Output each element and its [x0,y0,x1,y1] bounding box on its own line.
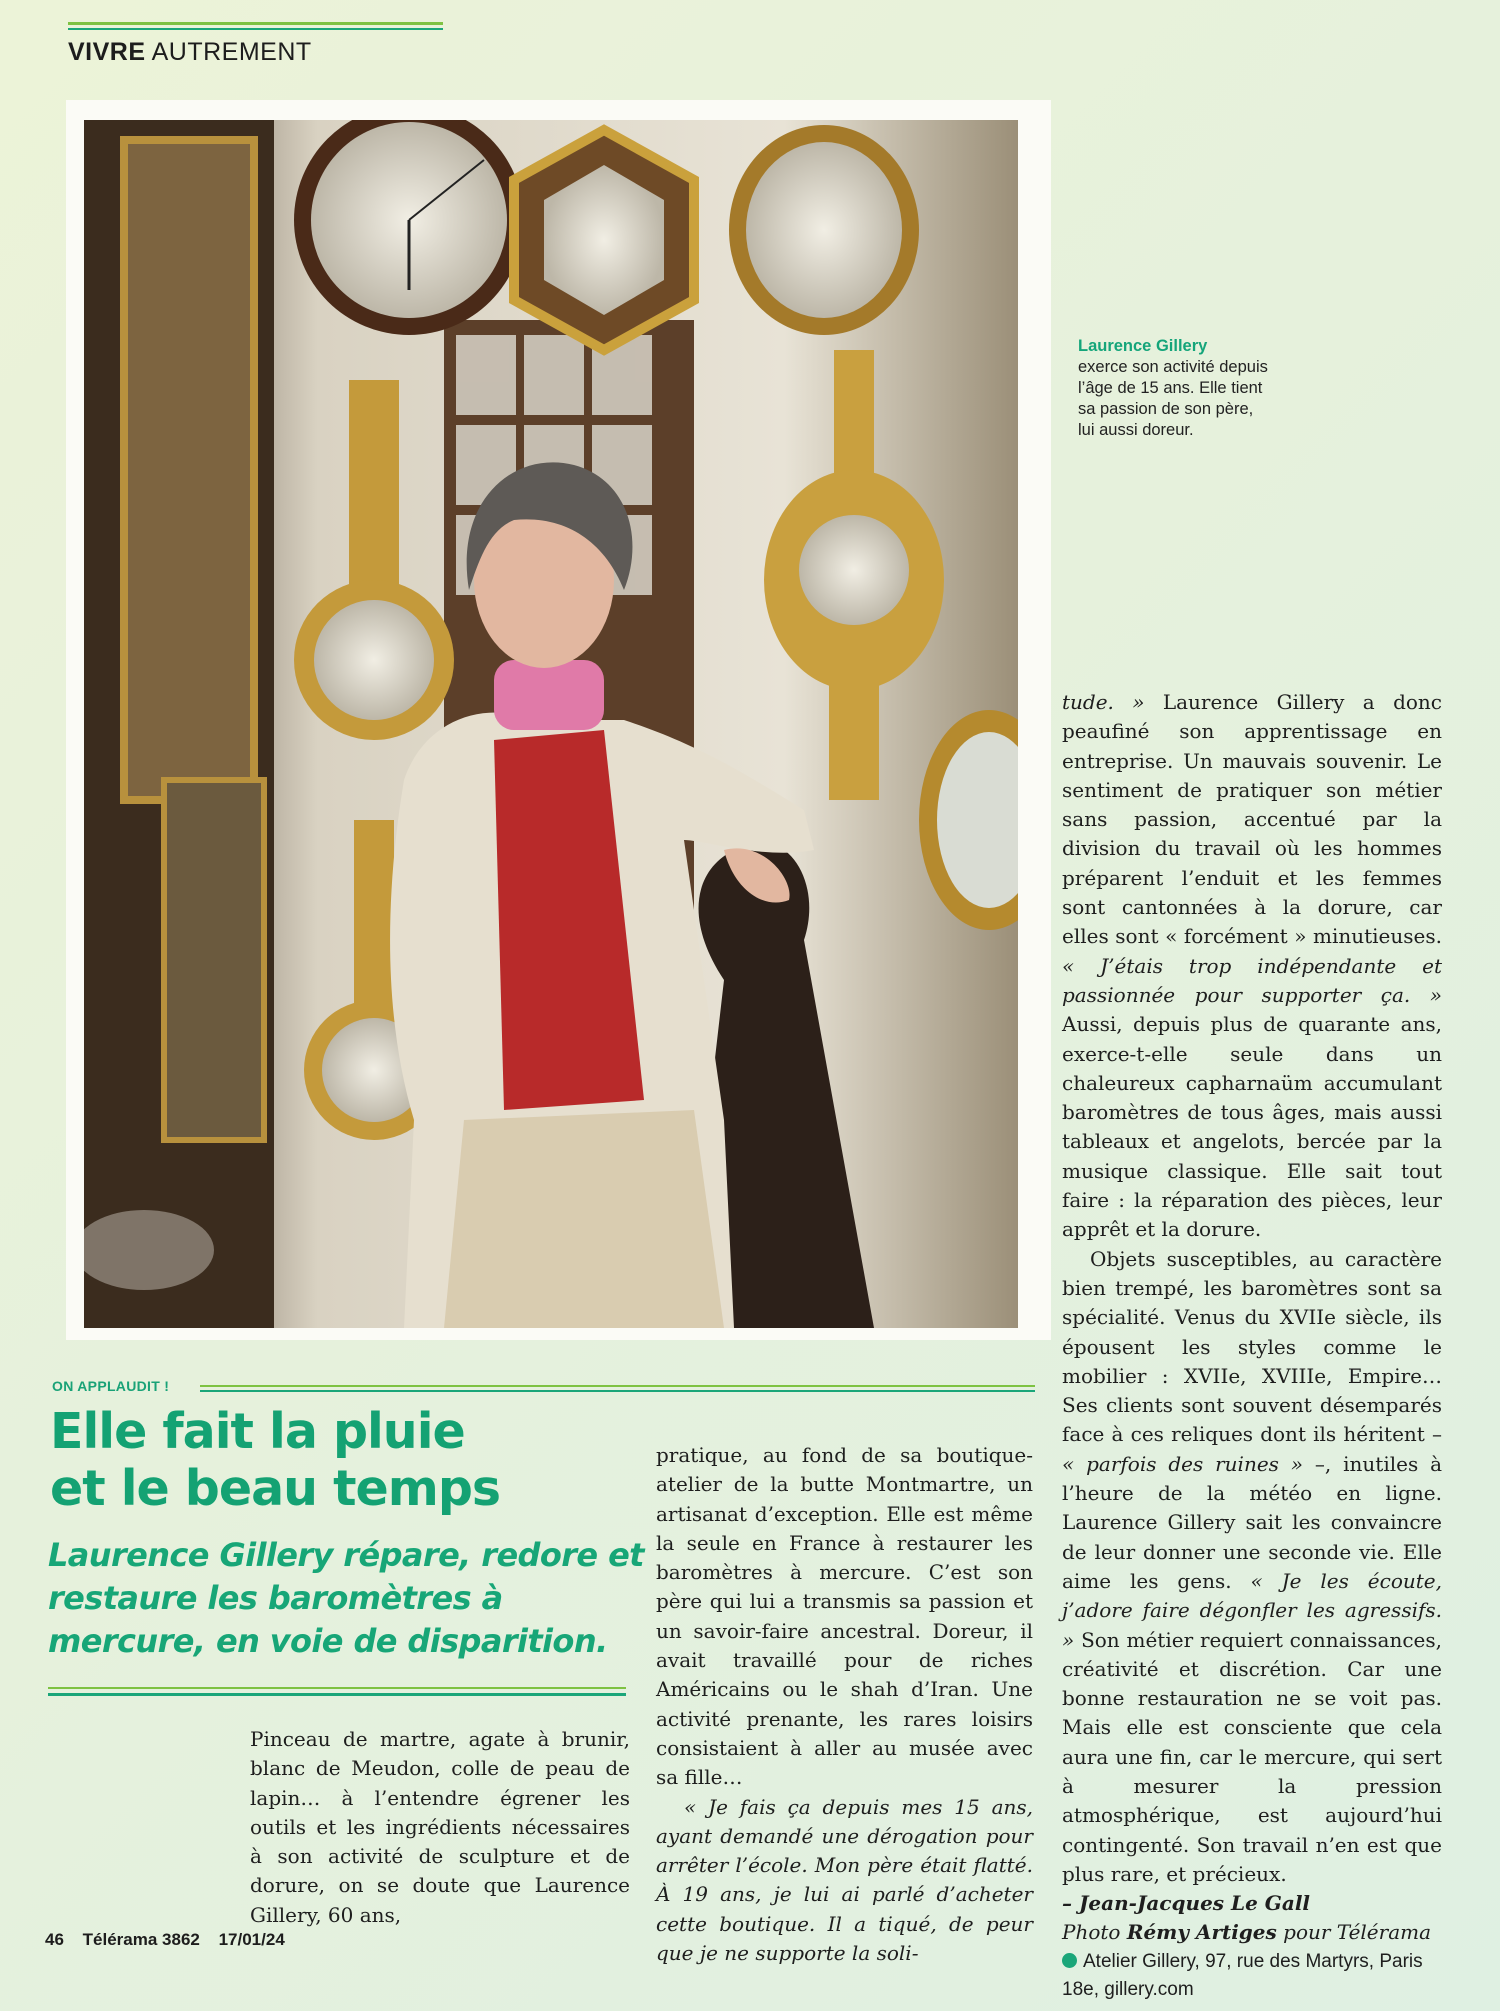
headline [50,1403,650,1517]
col3-quote-2: « J’étais trop indépendante et passionnée pour supporter ça. » [1062,953,1442,1007]
deck: Laurence Gillery répare, redore et restaure les baromètres à mercure, en voie de disparition. [48,1536,644,1660]
barometer-workshop-illustration [84,120,1018,1328]
col3-text-b: Aussi, depuis plus de quarante ans, exerce-t-elle seule dans un chaleureux capharnaüm accumulant baromètres de tous âges, mais aussi tableaux et angelots, bercée par la musique classique. Elle sait tout faire : la réparation des pièces, leur apprêt et la dorure. [1062,1012,1442,1242]
top-rule [68,22,443,25]
col2-quote: « Je fais ça depuis mes 15 ans, ayant demandé une dérogation pour arrêter l’école. Mon père était flatté. À 19 ans, je lui ai parlé d’acheter cette boutique. Il a tiqué, de peur que je ne supporte la soli- [656,1794,1033,1966]
col3-paragraph-1 [1062,688,1442,1245]
col3-paragraph-2 [1062,1245,1442,1890]
deck-rule [48,1687,626,1689]
byline-photographer: Rémy Artiges [1126,1920,1277,1945]
top-rule-2 [68,28,443,30]
col3-quote-end: tude. » [1062,690,1145,714]
col3-p2-quote-2: « Je les écoute, j’adore faire dégonfler les agressifs. » [1062,1568,1442,1652]
magazine-issue: Télérama 3862 [82,1930,200,1949]
col3-p2-quote: « parfois des ruines » [1062,1451,1304,1476]
photo-caption [1078,336,1268,441]
col3-p2-text-a: Objets susceptibles, au caractère bien trempé, les baromètres sont sa spécialité. Venus du XVIIe siècle, ils épousent les styles comme le mobilier : XVIIe, XVIIIe, Empire… Ses clients sont souvent désemparés face à ces reliques dont ils héritent – [1062,1246,1442,1447]
kicker-rule [200,1385,1035,1387]
col2-paragraph-1: pratique, au fond de sa boutique-atelier de la butte Montmartre, un artisanat d’exception. Elle est même la seule en France à restaurer les baromètres à mercure. C’est son père qui lui a transmis sa passion et un savoir-faire ancestral. Doreur, il avait travaillé pour de riches Américains ou le shah d’Iran. Une activité prenante, les rares loisirs consistaient à aller au musée avec sa fille… [656,1443,1033,1790]
section-header-bold: VIVRE [68,38,146,66]
section-header-rest: AUTREMENT [151,38,312,66]
col3-p2-text-b: –, inutiles à l’heure de la météo en ligne. Laurence Gillery sait les convaincre de leur donner une seconde vie. Elle aime les gens. [1062,1451,1443,1593]
issue-date: 17/01/24 [218,1930,285,1949]
caption-text: exerce son activité depuis l’âge de 15 ans. Elle tient sa passion de son père, lui aussi doreur. [1078,358,1268,439]
col3-p2-text-c: Son métier requiert connaissances, créativité et discrétion. Car une bonne restauration ne se voit pas. Mais elle est consciente que cela aura une fin, car le mercure, qui sert à mesurer la pression atmosphérique, est aujourd’hui contingenté. Son travail n’en est que plus rare, et précieux. [1062,1627,1442,1886]
portrait-photo [84,120,1018,1328]
article-column-1 [250,1725,630,1930]
article-column-2 [656,1441,1033,1968]
page-number: 46 [45,1930,64,1949]
page-footer [45,1930,299,1950]
article-column-3 [1062,688,1442,2004]
section-header [68,38,312,67]
bullet-dot-icon [1062,1953,1077,1968]
byline [1062,1889,1442,1948]
byline-author: – Jean-Jacques Le Gall [1062,1891,1311,1916]
kicker-label: ON APPLAUDIT ! [52,1378,170,1394]
headline-line-1: Elle fait la pluie [50,1403,465,1460]
byline-photo-prefix: Photo [1062,1920,1127,1945]
byline-photo-suffix: pour Télérama [1276,1920,1432,1945]
headline-line-2: et le beau temps [50,1460,501,1517]
caption-name: Laurence Gillery [1078,337,1208,355]
col1-paragraph: Pinceau de martre, agate à brunir, blanc de Meudon, colle de peau de lapin… à l’entendre égrener les outils et les ingrédients nécessaires à son activité de sculpture et de dorure, on se doute que Laurence Gillery, 60 ans, [250,1727,630,1927]
address-text: Atelier Gillery, 97, rue des Martyrs, Paris 18e, gillery.com [1062,1950,1423,2000]
address [1062,1948,1442,2004]
col3-text-a: Laurence Gillery a donc peaufiné son apprentissage en entreprise. Un mauvais souvenir. Le sentiment de pratiquer son métier sans passion, accentué par la division du travail où les hommes préparent l’enduit et les femmes sont cantonnées à la dorure, car elles sont « forcément » minutieuses. [1062,690,1442,949]
deck-rule-2 [48,1693,626,1696]
kicker-rule-2 [200,1390,1035,1392]
